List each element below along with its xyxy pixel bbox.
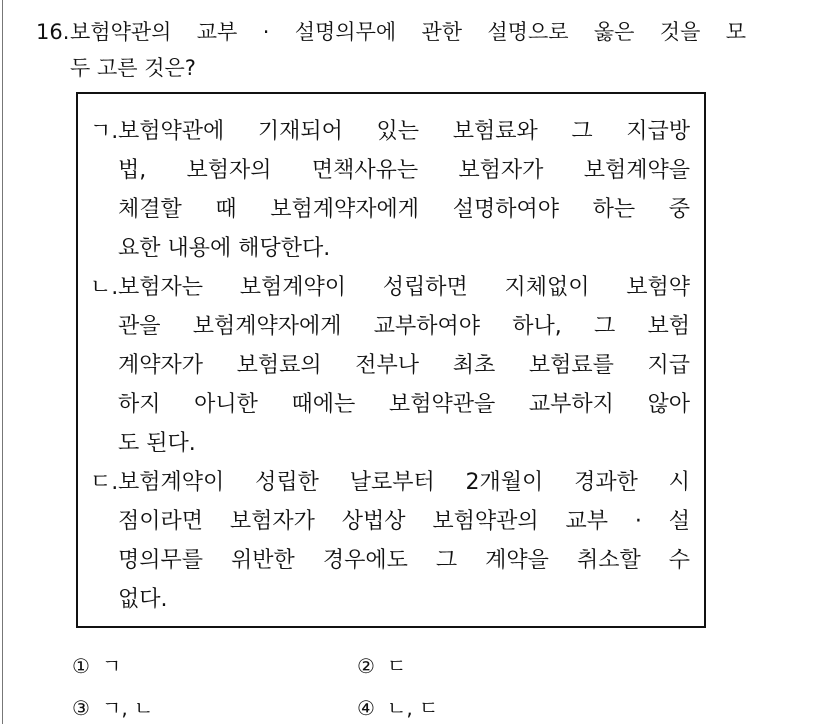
statement-line: 보험계약이 성립한 날로부터 2개월이 경과한 시 [118, 470, 690, 495]
statement-line: 보험약관에 기재되어 있는 보험료와 그 지급방 [118, 119, 690, 144]
question-text-continued: 두 고른 것은? [70, 56, 196, 80]
question-line-1 [36, 14, 746, 50]
statement-text [118, 463, 690, 619]
answer-choice-4[interactable] [357, 692, 438, 721]
page-left-border [2, 0, 3, 724]
choice-number: ① [72, 654, 90, 678]
statement-item [90, 463, 690, 619]
statement-text [118, 268, 690, 463]
choice-text: ㄴ, ㄷ [387, 696, 439, 720]
answer-choice-2[interactable] [357, 650, 406, 679]
statement-line: 보험자는 보험계약이 성립하면 지체없이 보험약 [118, 275, 690, 300]
statement-line: 법, 보험자의 면책사유는 보험자가 보험계약을 [118, 158, 690, 183]
statement-line: 요한 내용에 해당한다. [118, 236, 331, 261]
statement-line: 계약자가 보험료의 전부나 최초 보험료를 지급 [118, 353, 690, 378]
statement-line: 도 된다. [118, 431, 196, 456]
statement-box [76, 92, 706, 628]
choice-number: ④ [357, 696, 375, 720]
answer-choice-1[interactable] [72, 650, 121, 679]
statement-item [90, 112, 690, 268]
question-number: 16. [36, 20, 70, 44]
statement-line: 없다. [118, 587, 168, 612]
statement-line: 명의무를 위반한 경우에도 그 계약을 취소할 수 [118, 548, 690, 573]
question-text: 보험약관의 교부 · 설명의무에 관한 설명으로 옳은 것을 모 [70, 20, 746, 44]
statement-line: 점이라면 보험자가 상법상 보험약관의 교부 · 설 [118, 509, 690, 534]
statement-text [118, 112, 690, 268]
choice-text: ㄱ, ㄴ [102, 696, 154, 720]
answer-choice-3[interactable] [72, 692, 153, 721]
question-stem [36, 14, 746, 86]
choice-number: ③ [72, 696, 90, 720]
choice-text: ㄷ [387, 654, 407, 678]
statement-list [90, 112, 690, 619]
statement-label: ㄴ. [90, 275, 119, 300]
statement-line: 관을 보험계약자에게 교부하여야 하나, 그 보험 [118, 314, 690, 339]
statement-line: 하지 아니한 때에는 보험약관을 교부하지 않아 [118, 392, 690, 417]
choice-text: ㄱ [102, 654, 122, 678]
statement-line: 체결할 때 보험계약자에게 설명하여야 하는 중 [118, 197, 690, 222]
statement-item [90, 268, 690, 463]
choice-number: ② [357, 654, 375, 678]
statement-label: ㄷ. [90, 470, 119, 495]
statement-label: ㄱ. [90, 119, 119, 144]
